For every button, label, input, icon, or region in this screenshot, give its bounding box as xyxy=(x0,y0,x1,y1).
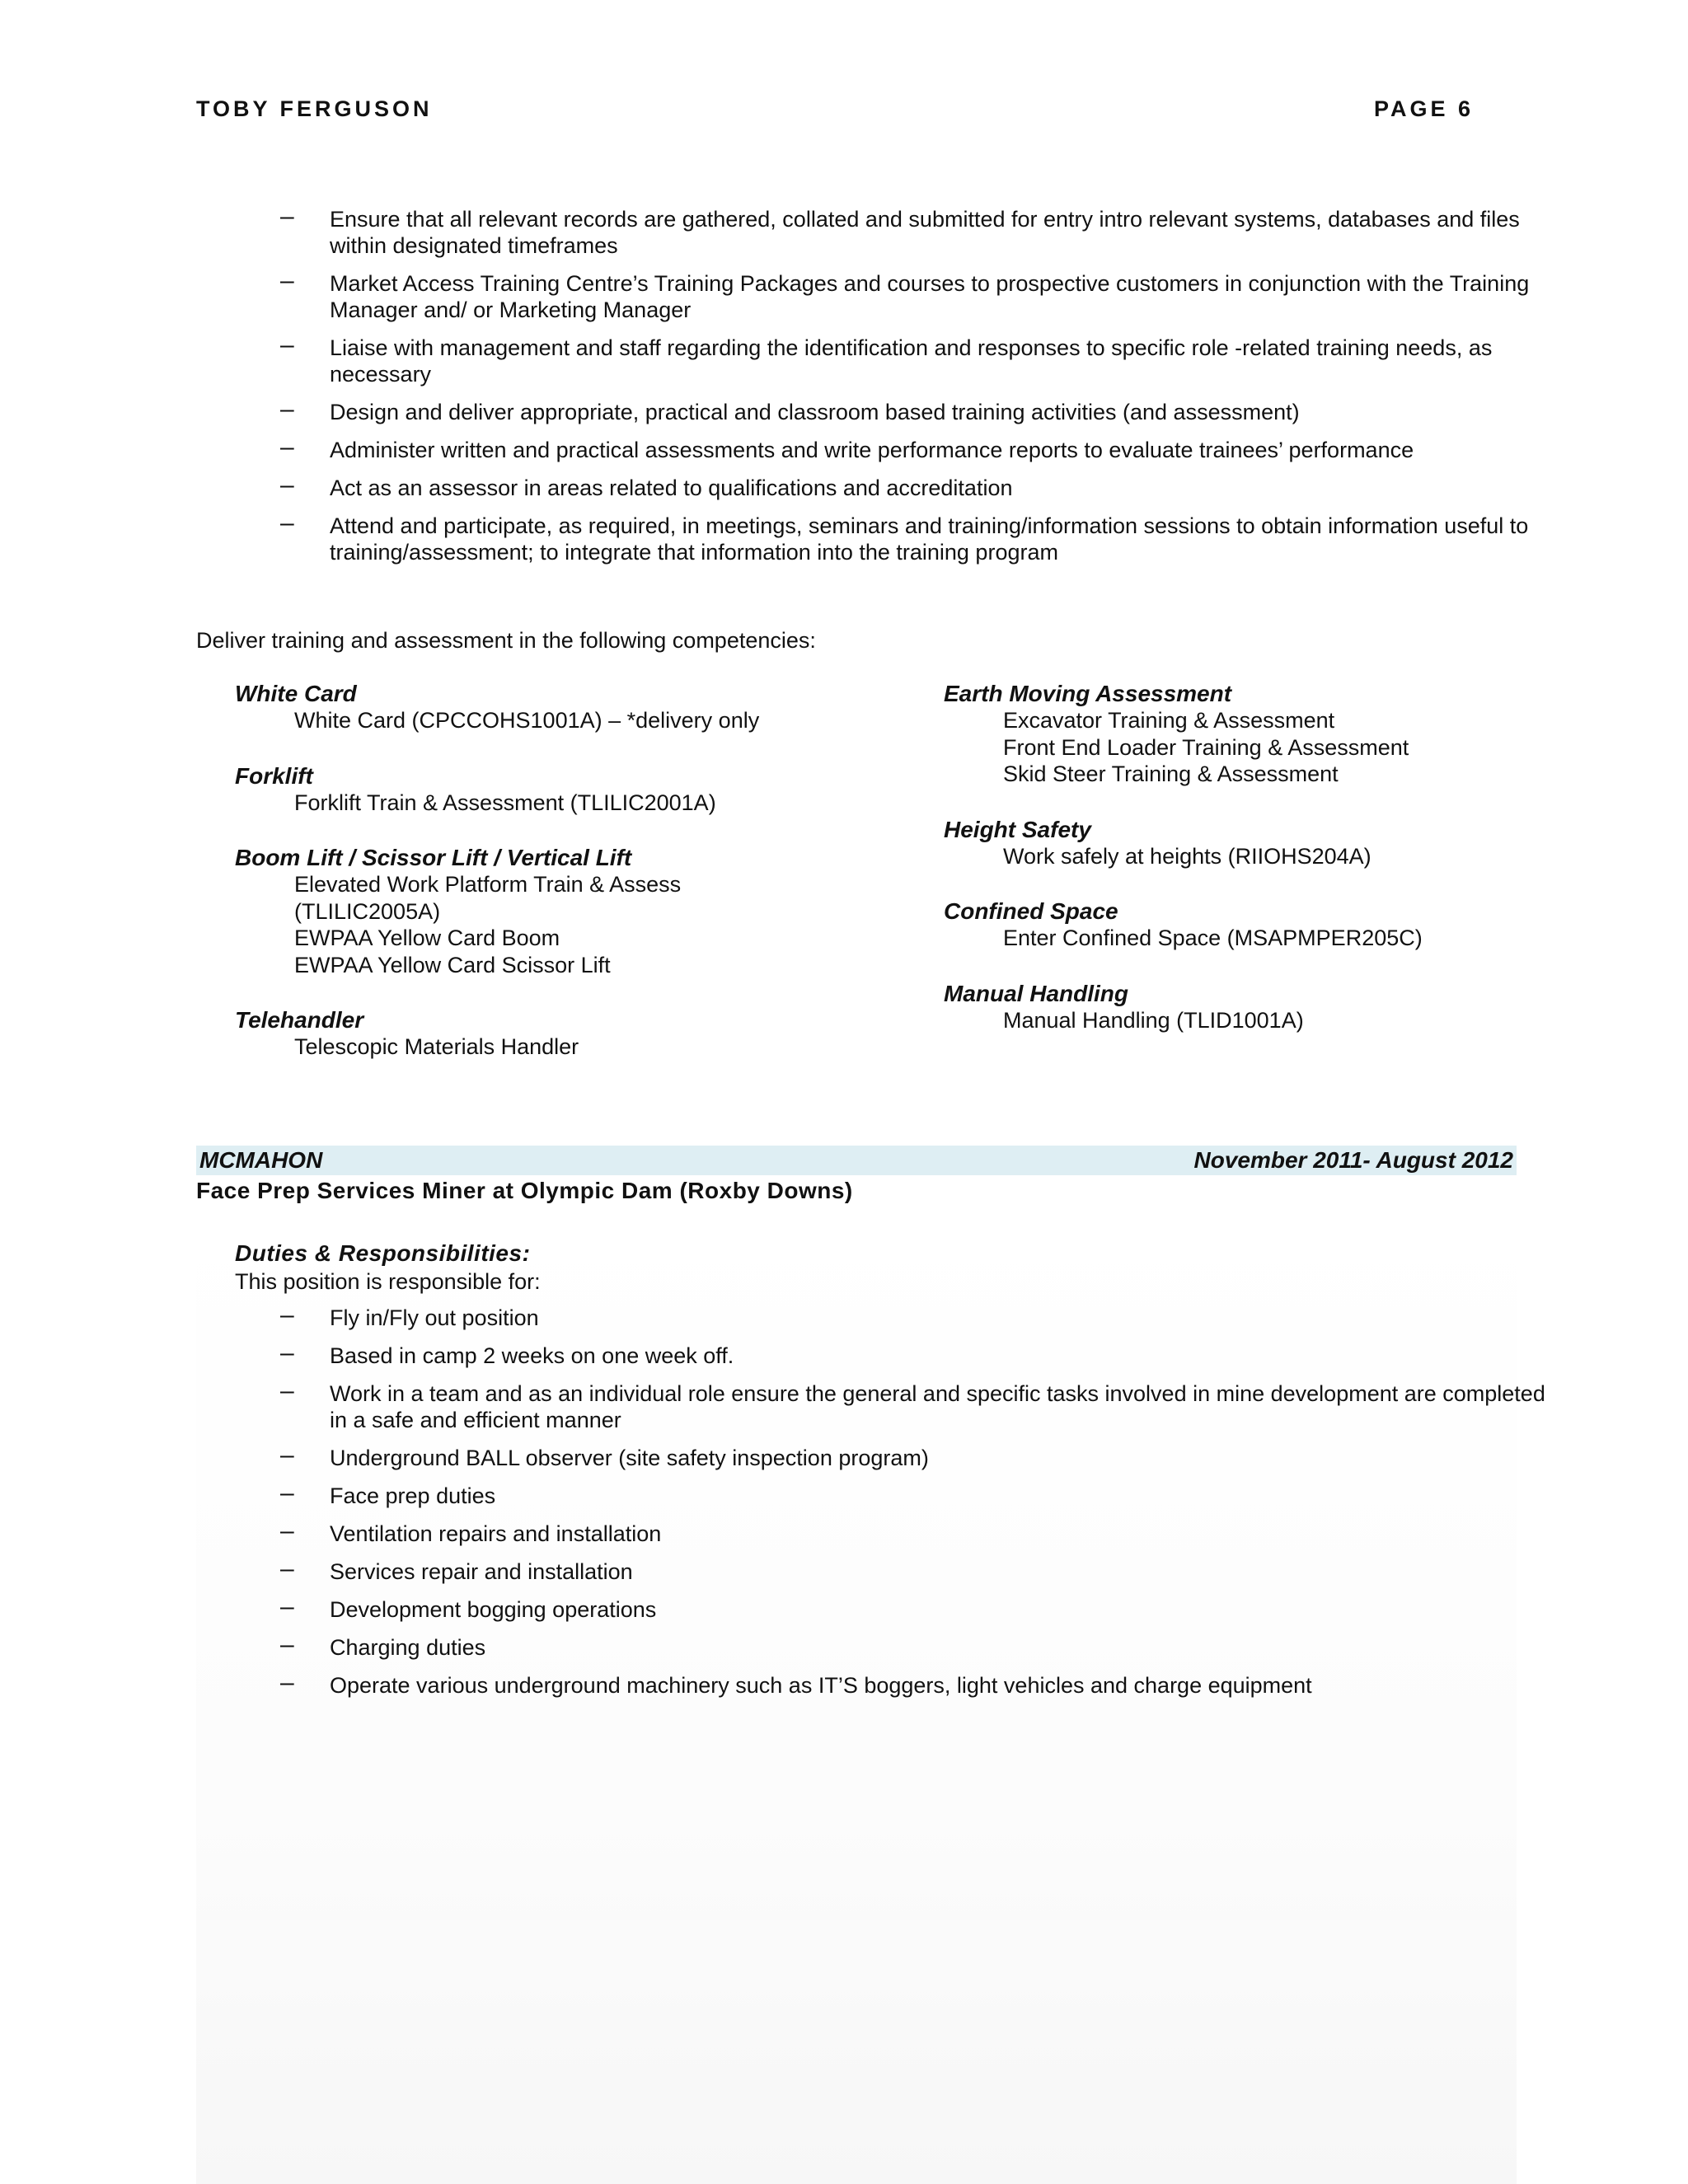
list-item-text: Market Access Training Centre’s Training Packages and courses to prospective customers in conjunction with the Training Manager and/ or Marketing Manager xyxy=(330,271,1530,322)
competency-item: (TLILIC2005A) xyxy=(294,898,441,924)
competency-title: Earth Moving Assessment xyxy=(944,681,1232,706)
competency-item: Telescopic Materials Handler xyxy=(294,1034,579,1059)
list-item xyxy=(280,331,1566,387)
dash-bullet-icon: – xyxy=(280,267,294,294)
competency-group xyxy=(235,681,911,734)
competency-title: Boom Lift / Scissor Lift / Vertical Lift xyxy=(235,845,632,870)
dash-bullet-icon: – xyxy=(280,1631,294,1658)
competency-item: Elevated Work Platform Train & Assess xyxy=(294,872,682,897)
job-dates: November 2011- August 2012 xyxy=(1193,1147,1513,1173)
duties-heading: Duties & Responsibilities: xyxy=(235,1240,531,1266)
competency-group xyxy=(235,1007,911,1061)
competency-title: Forklift xyxy=(235,762,313,789)
job-header-bar xyxy=(196,1146,1517,1175)
list-item xyxy=(280,1631,1566,1661)
list-item-text: Development bogging operations xyxy=(330,1597,657,1622)
competency-item: Front End Loader Training & Assessment xyxy=(1003,734,1409,760)
dash-bullet-icon: – xyxy=(280,1669,294,1696)
list-item-text: Services repair and installation xyxy=(330,1559,633,1584)
competency-group xyxy=(944,981,1603,1034)
list-item xyxy=(280,509,1566,565)
job-title: Face Prep Services Miner at Olympic Dam (Roxby Downs) xyxy=(196,1178,853,1203)
dash-bullet-icon: – xyxy=(280,1593,294,1620)
list-item xyxy=(280,434,1566,463)
competency-title: Manual Handling xyxy=(944,980,1128,1006)
competency-title: Height Safety xyxy=(944,816,1091,842)
header-page-number: PAGE 6 xyxy=(1373,96,1474,121)
dash-bullet-icon: – xyxy=(280,1555,294,1582)
list-item-text: Based in camp 2 weeks on one week off. xyxy=(330,1343,734,1368)
list-item xyxy=(280,1377,1566,1433)
list-item-text: Act as an assessor in areas related to qualifications and accreditation xyxy=(330,476,1013,500)
dash-bullet-icon: – xyxy=(280,203,294,230)
competencies-intro: Deliver training and assessment in the following competencies: xyxy=(196,628,816,653)
list-item-text: Attend and participate, as required, in meetings, seminars and training/information sessions to obtain information useful to training/assessment; to integrate that information into the training program xyxy=(330,513,1529,565)
dash-bullet-icon: – xyxy=(280,434,294,461)
competency-group xyxy=(235,845,911,978)
list-item-text: Ventilation repairs and installation xyxy=(330,1521,662,1546)
list-item-text: Design and deliver appropriate, practical and classroom based training activities (and assessment) xyxy=(330,400,1300,424)
competency-group xyxy=(944,681,1603,788)
duties-intro: This position is responsible for: xyxy=(235,1269,541,1294)
competency-item: Enter Confined Space (MSAPMPER205C) xyxy=(1003,926,1423,950)
competencies-left-column xyxy=(235,681,911,1090)
list-item-text: Underground BALL observer (site safety inspection program) xyxy=(330,1446,929,1470)
list-item xyxy=(280,1517,1566,1547)
responsibilities-list xyxy=(280,203,1566,577)
competency-item: Skid Steer Training & Assessment xyxy=(1003,762,1339,786)
list-item-text: Liaise with management and staff regarding the identification and responses to specific role -related training needs, as necessary xyxy=(330,335,1493,387)
list-item xyxy=(280,1555,1566,1585)
list-item-text: Work in a team and as an individual role ensure the general and specific tasks involved in mine development are completed in a safe and efficient manner xyxy=(330,1381,1545,1432)
list-item-text: Fly in/Fly out position xyxy=(330,1305,539,1330)
list-item xyxy=(280,471,1566,501)
competency-item: Forklift Train & Assessment (TLILIC2001A) xyxy=(294,790,716,815)
list-item xyxy=(280,1593,1566,1623)
list-item-text: Administer written and practical assessments and write performance reports to evaluate trainees’ performance xyxy=(330,438,1414,462)
competency-group xyxy=(944,898,1603,952)
dash-bullet-icon: – xyxy=(280,1517,294,1544)
competency-title: Confined Space xyxy=(944,898,1118,924)
list-item xyxy=(280,396,1566,425)
dash-bullet-icon: – xyxy=(280,1441,294,1469)
competency-title: White Card xyxy=(235,681,357,706)
list-item xyxy=(280,1669,1566,1699)
list-item-text: Operate various underground machinery such as IT’S boggers, light vehicles and charge equipment xyxy=(330,1673,1312,1698)
dash-bullet-icon: – xyxy=(280,396,294,423)
competency-title: Telehandler xyxy=(235,1007,364,1033)
dash-bullet-icon: – xyxy=(280,1377,294,1404)
dash-bullet-icon: – xyxy=(280,471,294,499)
list-item xyxy=(280,1339,1566,1369)
competency-item: White Card (CPCCOHS1001A) – *delivery only xyxy=(294,708,760,733)
competencies-right-column xyxy=(944,681,1603,1062)
list-item xyxy=(280,267,1566,323)
dash-bullet-icon: – xyxy=(280,1301,294,1329)
competency-group xyxy=(235,763,911,817)
list-item-text: Face prep duties xyxy=(330,1483,496,1508)
list-item xyxy=(280,1301,1566,1331)
competency-item: Manual Handling (TLID1001A) xyxy=(1003,1007,1304,1033)
competency-item: EWPAA Yellow Card Scissor Lift xyxy=(294,952,611,977)
dash-bullet-icon: – xyxy=(280,1479,294,1507)
competency-group xyxy=(944,817,1603,870)
duties-list xyxy=(280,1301,1566,1710)
dash-bullet-icon: – xyxy=(280,509,294,537)
header-name: TOBY FERGUSON xyxy=(196,96,433,121)
dash-bullet-icon: – xyxy=(280,331,294,359)
competency-item: Work safely at heights (RIIOHS204A) xyxy=(1003,843,1372,869)
list-item-text: Ensure that all relevant records are gathered, collated and submitted for entry intro relevant systems, databases and files within designated timeframes xyxy=(330,207,1520,258)
list-item xyxy=(280,203,1566,259)
competency-item: EWPAA Yellow Card Boom xyxy=(294,926,560,950)
list-item-text: Charging duties xyxy=(330,1635,486,1660)
competency-item: Excavator Training & Assessment xyxy=(1003,708,1335,733)
list-item xyxy=(280,1479,1566,1509)
job-employer: MCMAHON xyxy=(199,1147,323,1173)
list-item xyxy=(280,1441,1566,1471)
page-header xyxy=(196,96,1474,122)
dash-bullet-icon: – xyxy=(280,1339,294,1366)
